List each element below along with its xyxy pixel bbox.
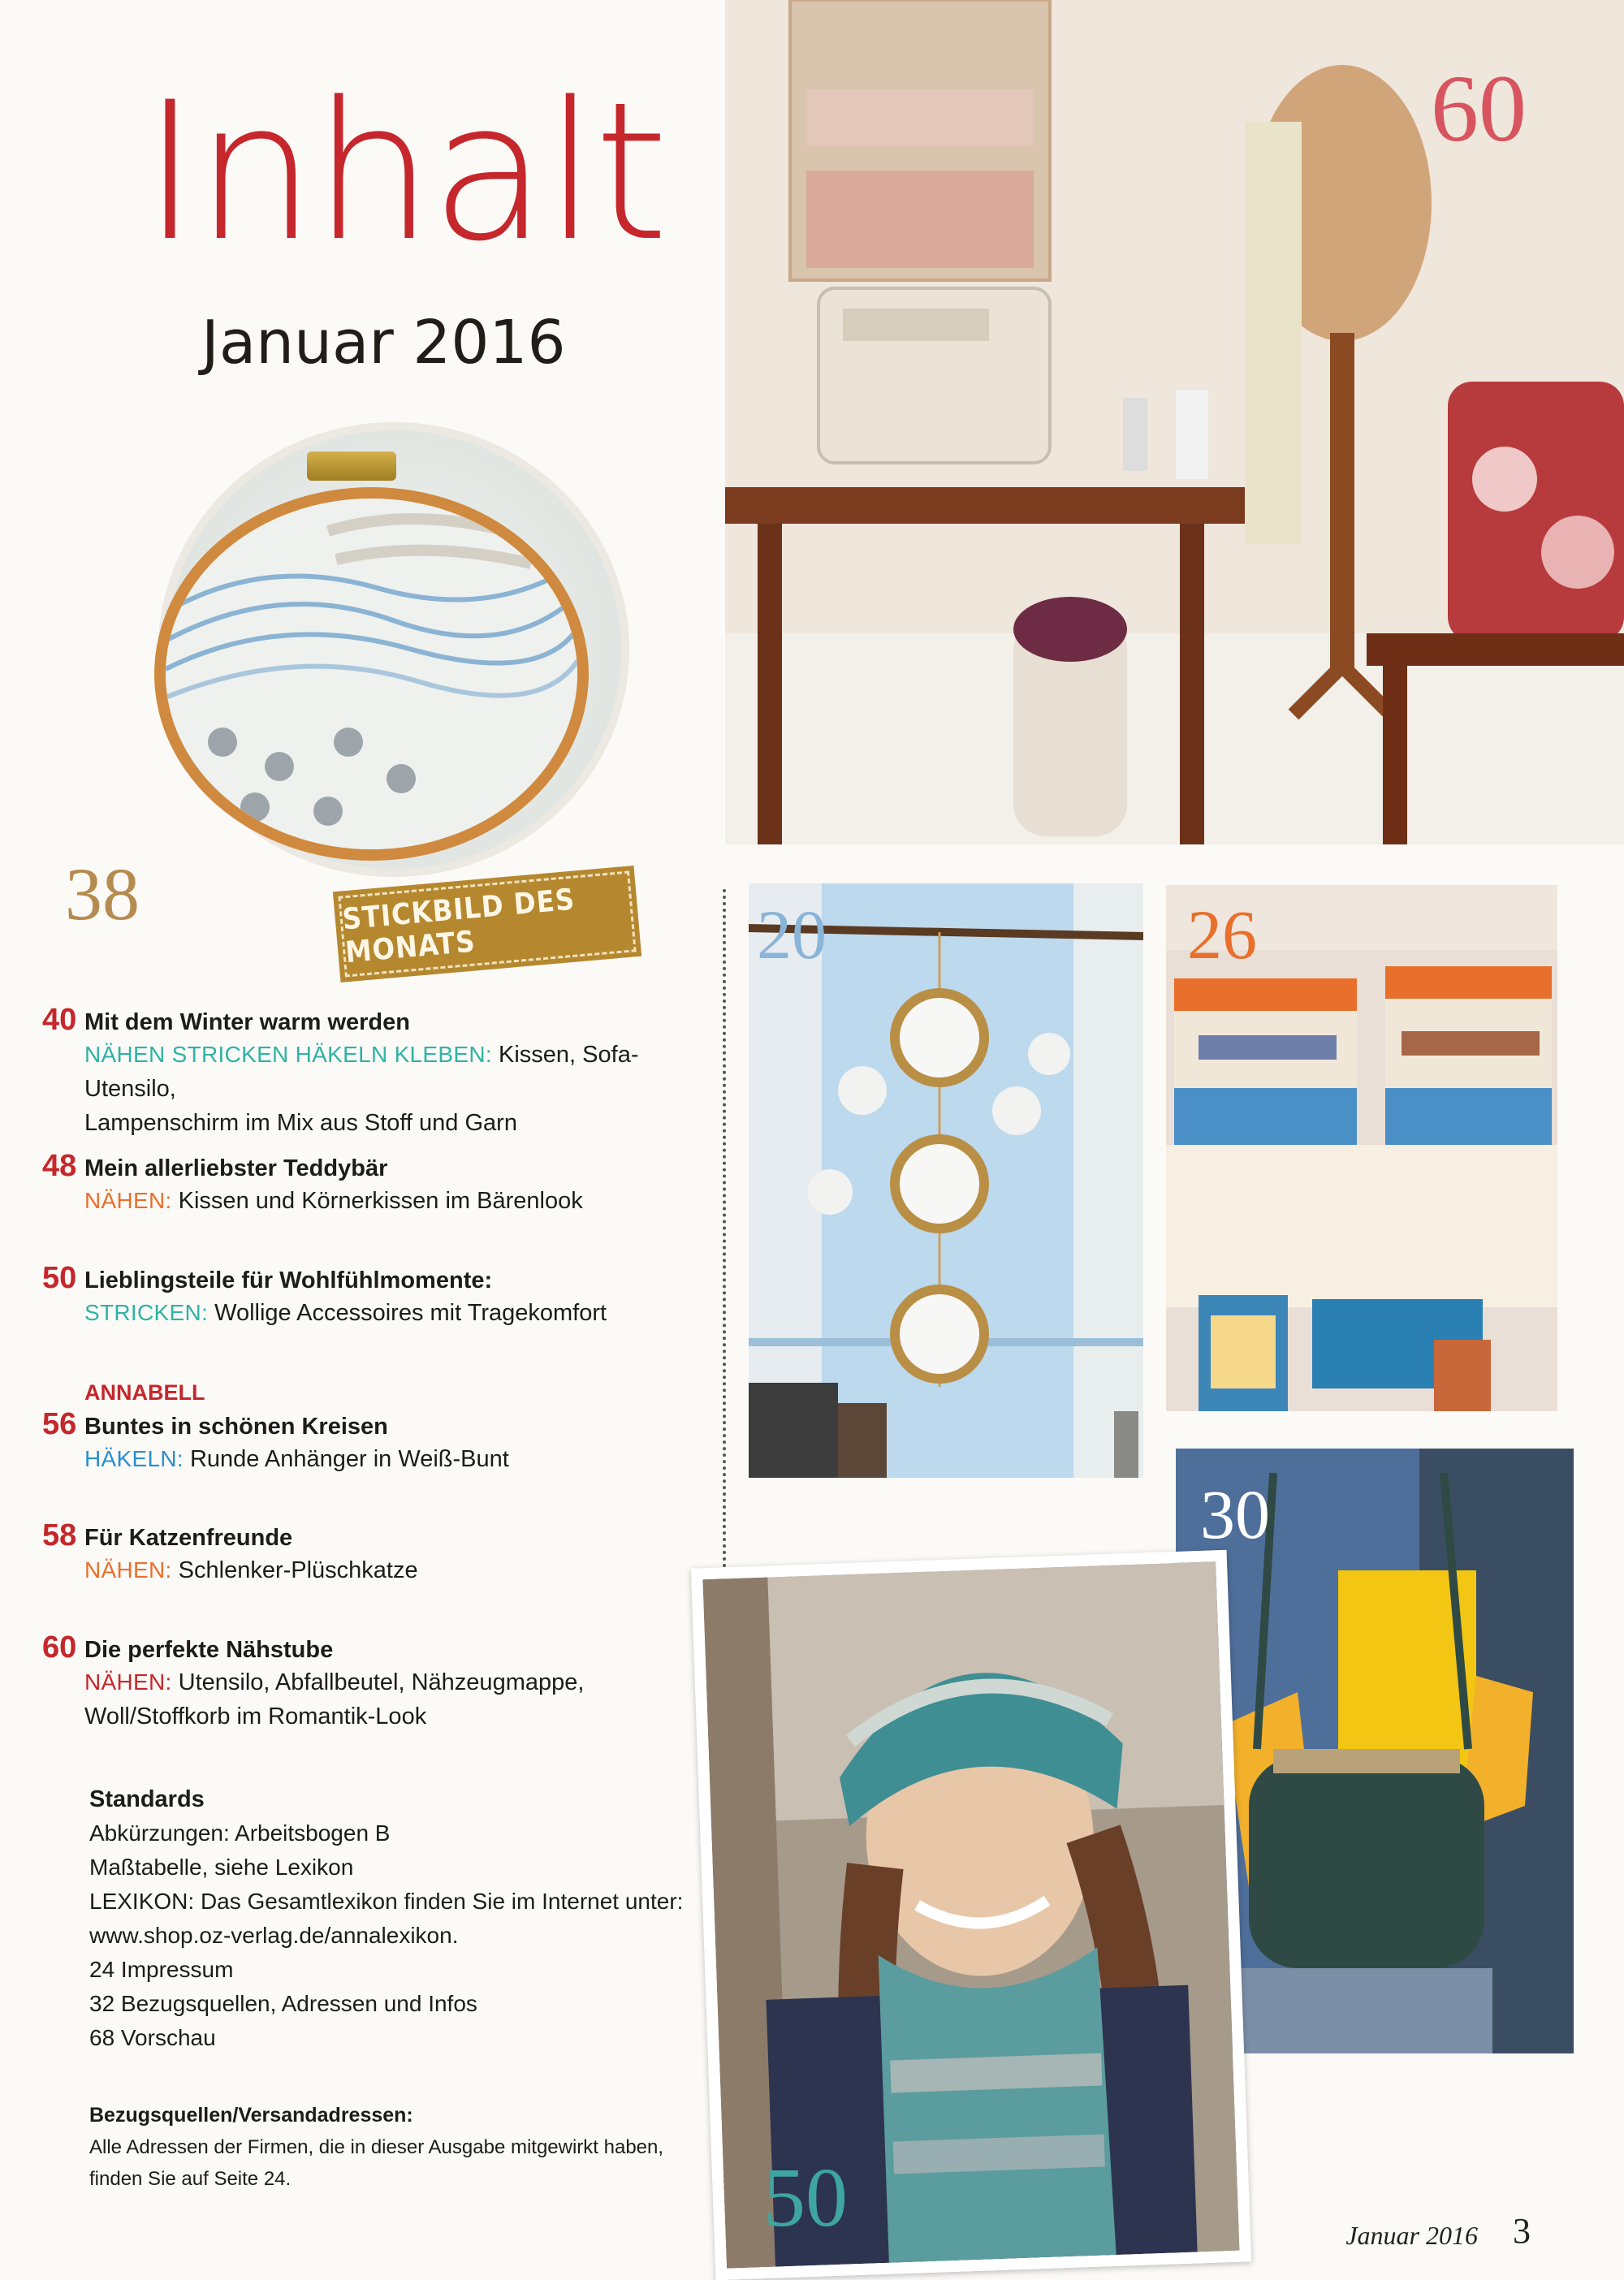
standards-heading: Standards [89, 1786, 205, 1812]
stickbild-label-text: STICKBILD DES MONATS [341, 883, 577, 970]
toc-category: STRICKEN: [84, 1300, 209, 1325]
toc-description [84, 1038, 724, 1140]
hoop-clamp [307, 451, 396, 481]
toc-page-number: 50 [42, 1261, 77, 1295]
page-number-badge-60: 60 [1431, 55, 1527, 162]
toc-description-text: Lampenschirm im Mix aus Stoff und Garn [84, 1110, 517, 1136]
standards-line: 68 Vorschau [89, 2025, 216, 2050]
toc-category: HÄKELN: [84, 1446, 184, 1471]
toc-page-number: 48 [42, 1149, 77, 1183]
stickbild-label-tag [338, 871, 636, 978]
toc-category: NÄHEN STRICKEN HÄKELN KLEBEN: [84, 1042, 492, 1067]
standards-line: 32 Bezugsquellen, Adressen und Infos [89, 1991, 477, 2016]
standards-section [89, 1782, 723, 2055]
toc-category: NÄHEN: [84, 1557, 172, 1583]
toc-entry-50 [42, 1261, 724, 1330]
page-number-badge-50: 50 [763, 2151, 848, 2244]
toc-title: Mein allerliebster Teddybär [84, 1155, 388, 1181]
page-number-badge-20: 20 [757, 896, 827, 974]
issue-subtitle: Januar 2016 [201, 308, 566, 378]
toc-category: NÄHEN: [84, 1669, 172, 1695]
footer-issue: Januar 2016 [1345, 2221, 1478, 2250]
toc-entry-58 [42, 1518, 724, 1587]
toc-page-number: 56 [42, 1407, 77, 1441]
toc-title: Für Katzenfreunde [84, 1525, 293, 1551]
standards-line: LEXIKON: Das Gesamtlexikon finden Sie im Internet unter: [89, 1889, 684, 1914]
toc-description [84, 1665, 724, 1734]
toc-description-text: Kissen, Sofa-Utensilo, [84, 1042, 639, 1102]
standards-line: Maßtabelle, siehe Lexikon [89, 1855, 354, 1880]
toc-description [84, 1442, 724, 1476]
toc-entry-40 [42, 1003, 724, 1140]
toc-description-text: Wollige Accessoires mit Tragekomfort [208, 1300, 607, 1326]
toc-description-text: Utensilo, Abfallbeutel, Nähzeugmappe, [171, 1669, 585, 1695]
toc-page-number: 58 [42, 1518, 77, 1552]
toc-entry-56 [42, 1407, 724, 1476]
toc-description-text: Kissen und Körnerkissen im Bärenlook [171, 1188, 583, 1214]
standards-line: Abkürzungen: Arbeitsbogen B [89, 1820, 391, 1846]
toc-description-text: Schlenker-Plüschkatze [171, 1557, 418, 1583]
standards-line: 24 Impressum [89, 1957, 234, 1982]
footer-page-number: 3 [1513, 2211, 1531, 2251]
toc-entry-48 [42, 1149, 724, 1218]
annabell-section-label: ANNABELL [84, 1380, 205, 1405]
page-number-badge-30: 30 [1200, 1475, 1270, 1553]
supply-line: Alle Adressen der Firmen, die in dieser Ausgabe mitgewirkt haben, [89, 2136, 664, 2158]
toc-page-number: 60 [42, 1630, 77, 1665]
page-title: Inhalt [142, 62, 666, 283]
toc-title: Die perfekte Nähstube [84, 1637, 334, 1663]
toc-entry-60 [42, 1630, 724, 1734]
page-number-badge-38: 38 [65, 853, 140, 935]
toc-description-text: Woll/Stoffkorb im Romantik-Look [84, 1704, 427, 1729]
toc-category: NÄHEN: [84, 1188, 172, 1213]
toc-description [84, 1553, 724, 1587]
toc-title: Lieblingsteile für Wohlfühlmomente: [84, 1267, 493, 1293]
standards-link[interactable]: www.shop.oz-verlag.de/annalexikon. [89, 1923, 459, 1948]
page-number-badge-26: 26 [1187, 896, 1257, 974]
supply-addresses-section [89, 2100, 723, 2195]
toc-title: Mit dem Winter warm werden [84, 1009, 410, 1035]
toc-description [84, 1296, 724, 1330]
toc-description-text: Runde Anhänger in Weiß-Bunt [183, 1446, 509, 1472]
supply-line: finden Sie auf Seite 24. [89, 2168, 292, 2190]
embroidery-hoop-ring [154, 487, 589, 861]
toc-page-number: 40 [42, 1003, 77, 1037]
toc-title: Buntes in schönen Kreisen [84, 1414, 388, 1440]
toc-description [84, 1184, 724, 1218]
supply-heading: Bezugsquellen/Versandadressen: [89, 2104, 413, 2127]
